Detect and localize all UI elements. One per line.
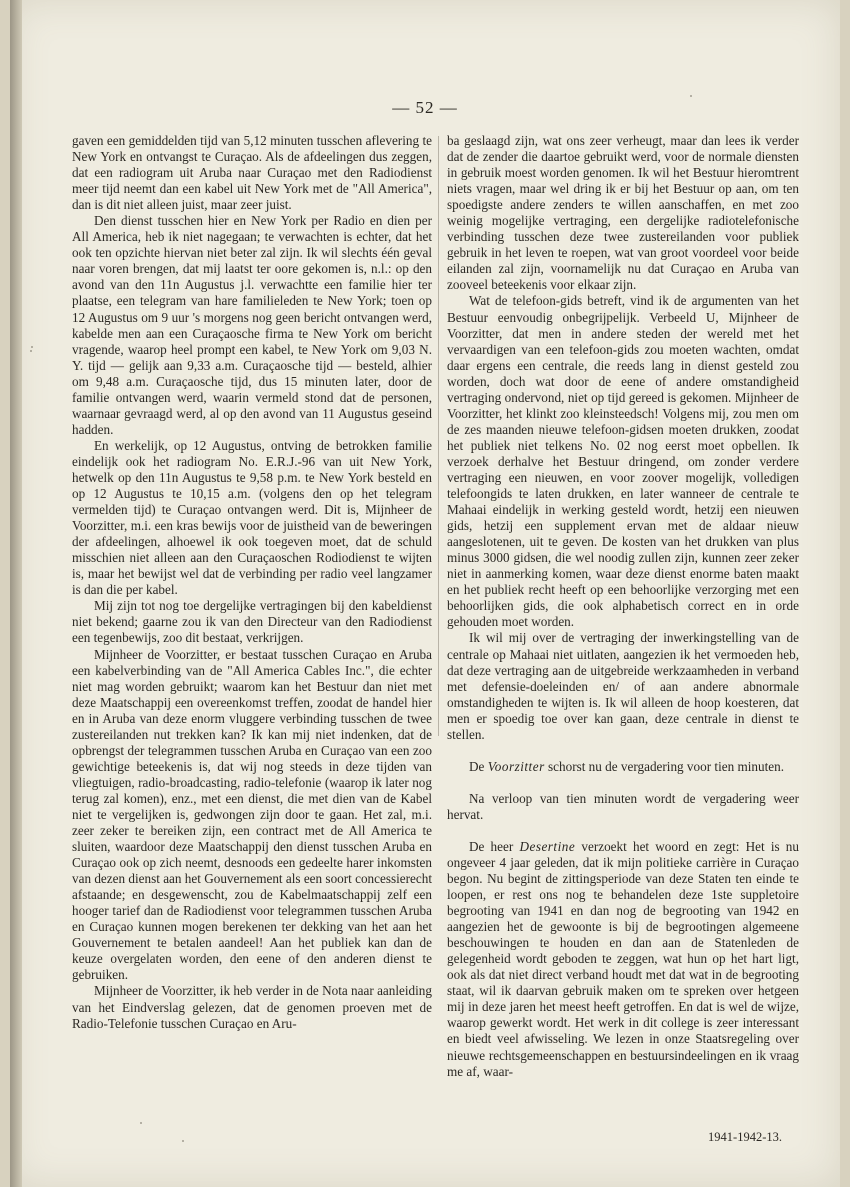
resume-paragraph: Na verloop van tien minuten wordt de vergadering weer hervat. [447,790,799,822]
speaker-name: Desertine [519,838,576,854]
page-number: — 52 — [392,98,458,117]
chair-suspends-paragraph [447,759,799,775]
text-fragment: schorst nu de vergadering voor tien minuten. [544,758,784,774]
text-fragment: De heer [469,838,520,854]
left-paragraph: En werkelijk, op 12 Augustus, ontving de betrokken familie eindelijk ook het radiogram No. E.R.J.-96 van uit New York, hetwelk op den 11n Augustus te 9,58 p.m. te New York besteld en op 12 Augustus te 10,15 a.m. (volgens den op het telegram vermelden tijd) te Curaçao ontvangen werd. Dit is, Mijnheer de Voorzitter, m.i. een kras bewijs voor de juistheid van de beweringen der afdeelingen, alhoewel ik ook toegeven moet, dat de schuld misschien niet alleen aan den Curaçaoschen Rodiodienst te wijten is, maar het bewijst wel dat de verbinding per radio veel langzamer is dan die per kabel. [72,437,432,598]
right-paragraph: Wat de telefoon-gids betreft, vind ik de argumenten van het Bestuur eenvoudig onbegrijpelijk. Verbeeld U, Mijnheer de Voorzitter, dat men in andere steden der wereld met het vervaardigen van een telefoon-gids zou moeten wachten, omdat daar ergens een centrale, die reeds lang in dienst gesteld zou worden, doch wat door de eene of andere omstandigheid vertraging ondervond, niet op tijd gereed is gekomen. Mijnheer de Voorzitter, het klinkt zoo kleinsteedsch! Volgens mij, zou men om de zes maanden nieuwe telefoon-gidsen moeten drukken, zoodat het publiek niet telkens No. 02 nog eerst moet opbellen. Ik verzoek derhalve het Bestuur dringend, om zonder verdere vertraging een nieuwen, en voor zoover mogelijk, volledigen telefoongids te laten drukken, en later wanneer de centrale te Mahaai eindelijk in werking gesteld wordt, hetzij een nieuwen gids, hetzij een supplement ervan met de aldaar nieuw aangeslotenen, uit te geven. De kosten van het drukken van plus minus 3000 gidsen, die wel noodig zullen zijn, kunnen zeer zeker niet in aanmerking komen, waar deze dienst enorme baten maakt en het publiek recht heeft op een behoorlijke verzorging met een behoorlijken gids, die ook alphabetisch correct en in orde gehouden moet worden. [447,293,799,630]
text-fragment: De [469,758,488,774]
right-paragraph: Ik wil mij over de vertraging der inwerkingstelling van de centrale op Mahaai niet uitlaten, aangezien ik het vermoeden heb, dat deze vertraging aan de uitgebreide werkzaamheden in verband met defensie-doeleinden en/ of aan andere abnormale omstandigheden te wijten is. Ik wil alleen de hoop koesteren, dat men er spoedig toe over kan gaan, deze centrale in dienst te stellen. [447,630,799,742]
left-paragraph: gaven een gemiddelden tijd van 5,12 minuten tusschen aflevering te New York en ontvangst te Curaçao. Als de afdeelingen dus zeggen, dat een radiogram uit Aruba naar Curaçao met den Radiodienst meer tijd neemt dan een kabel uit New York met de "All America", dan is dit niet alleen juist, maar zeer juist. [72,133,432,213]
left-paragraph: Den dienst tusschen hier en New York per Radio en dien per All America, heb ik niet nagegaan; te verwachten is echter, dat het ook ten opzichte hiervan niet beter zal zijn. Ik wil slechts één geval naar voren brengen, dat mij laatst ter oore gekomen is, n.l.: op den avond van den 11n Augustus j.l. verwachtte een familie hier ter plaatse, een telegram van hare familieleden te New York; toen op 12 Augustus om 9 uur 's morgens nog geen bericht ontvangen werd, kabelde men aan een Curaçaosche firma te New York om bericht vragende, waarop heel prompt een kabel, te New York om 9,03 N. Y. tijd — gelijk aan 9,33 a.m. Curaçaosche tijd — besteld, alhier om 9,48 a.m. Curaçaosche tijd, dus 15 minuten later, door de familie ontvangen werd, waarin vermeld stond dat de personen, waarnaar gevraagd werd, al op den avond van 11 Augustus geseind hadden. [72,213,432,437]
text-fragment: verzoekt het woord en zegt: Het is nu ongeveer 4 jaar geleden, dat ik mijn politieke carrière in Curaçao begon. Nu begint de zittingsperiode van deze Staten ten einde te loopen, er rest ons nog te behandelen deze 1ste suppletoire begrooting van 1941 en dan nog de begrooting van 1942 en aangezien het de gewoonte is bij de begrootingen algemeene beschouwingen te houden en dan aan de Statenleden de gelegenheid wordt geboden te zeggen, wat hun op het hart ligt, ook als dat niet direct verband houdt met dat wat in de begrooting staat, wil ik daarvan gebruik maken om te spreken over hetgeen mij in deze jaren het meest heeft getroffen. En dat is wel de wijze, waarop gewerkt wordt. Het werk in dit college is zeer interessant en biedt veel afwisseling. We lezen in onze Staatsregeling over nieuwe rechtsgemeenschappen en bestuursindeelingen en ik vraag me af, waar- [447,838,799,1079]
left-column [72,133,432,1032]
paper-speck [31,346,33,348]
paper-speck [690,95,692,97]
right-paragraph: ba geslaagd zijn, wat ons zeer verheugt, maar dan lees ik verder dat de zender die daartoe gebruikt werd, voor de normale diensten in gebruik moest worden genomen. Ik wil het Bestuur hieromtrent niets vragen, maar wel dring ik er bij het Bestuur op aan, om ten spoedigste andere zenders te willen aanschaffen, en met zoo weinig mogelijke vertraging, een dergelijke radiotelefonische verbinding tusschen deze twee zustereilanden voor publiek gebruik in het leven te roepen, wat van groot voordeel voor beide eilanden zal zijn, voornamelijk nu dat Curaçao en Aruba van zooveel beteekenis voor elkaar zijn. [447,133,799,293]
left-paragraph: Mijnheer de Voorzitter, ik heb verder in de Nota naar aanleiding van het Eindverslag gelezen, dat de genomen proeven met de Radio-Telefonie tusschen Curaçao en Aru- [72,983,432,1031]
footer-code: 1941-1942-13. [708,1130,782,1144]
column-divider [438,136,439,736]
paper-speck [140,1122,142,1124]
speaker-name: Voorzitter [487,758,545,774]
left-paragraph: Mijnheer de Voorzitter, er bestaat tusschen Curaçao en Aruba een kabelverbinding van de "All America Cables Inc.", die echter niet mag worden gebruikt; waarom kan het Bestuur dan niet met deze Maatschappij een overeenkomst treffen, zoodat de handel hier en in Aruba van deze enorm vluggere verbinding tusschen de twee zustereilanden nut trekken kan? Ik kan mij niet indenken, dat de opbrengst der telegrammen tusschen Aruba en Curaçao van een zoo gewichtige beteekenis is, dat wij nog steeds in deze tijden van vliegtuigen, radio-broadcasting, radio-telefonie (waarop ik later nog terug zal komen), enz., met een dienst, die met dien van de Kabel niet te vergelijken is, gedwongen zijn door te gaan. Het zal, m.i. zeer zeker te bereiken zijn, een contract met de All America te sluiten, waardoor deze Maatschappij den dienst tusschen Aruba en Curaçao ook op zich neemt, desnoods een gedeelte harer inkomsten van dezen dienst aan het Gouvernement als een soort concessierecht afstaande; en desgewenscht, zou de Kabelmaatschappij zelf een hooger tarief dan de Radiodienst voor telegrammen tusschen Aruba en Curaçao kunnen mogen berekenen ter dekking van het aan het Gouvernement te betalen aandeel! Aan het publiek kan dan de keuze overgelaten worden, den eene of den anderen dienst te gebruiken. [72,646,432,983]
paper-speck [30,350,32,352]
paper-speck [182,1140,184,1142]
left-paragraph: Mij zijn tot nog toe dergelijke vertragingen bij den kabeldienst niet bekend; gaarne zou ik van den Directeur van den Radiodienst een tegenbewijs, zoo dit bestaat, verkrijgen. [72,598,432,646]
document-page [10,0,840,1187]
desertine-paragraph [447,839,799,1080]
right-column [447,133,799,1080]
page-edge-shadow [10,0,22,1187]
